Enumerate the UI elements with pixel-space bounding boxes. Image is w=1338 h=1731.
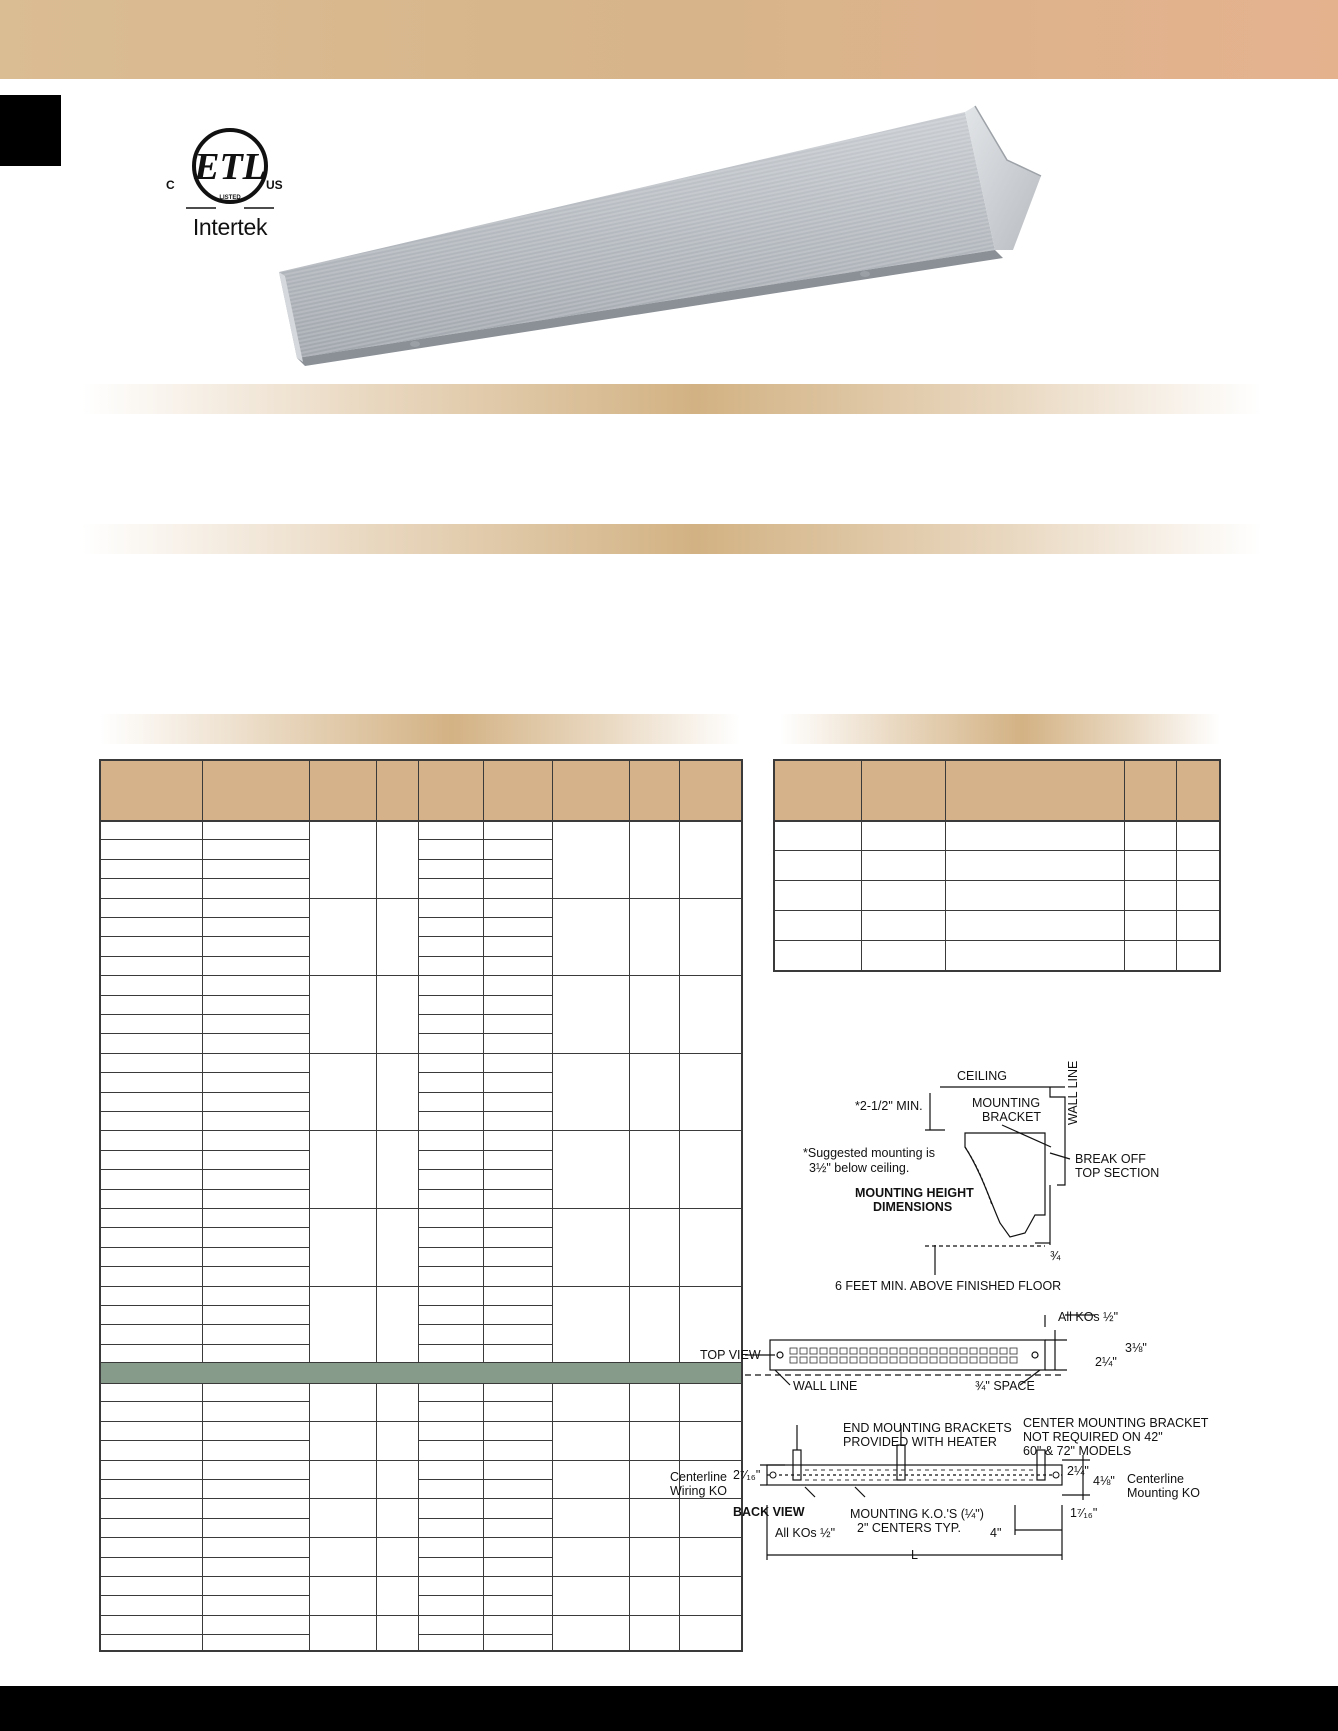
table-group-line (101, 1498, 741, 1499)
country-c: C (166, 178, 175, 192)
table-row-line (101, 859, 202, 860)
table-row-line (418, 1247, 483, 1248)
table-row-line (483, 1634, 552, 1635)
wall-line-vertical-label: WALL LINE (1066, 1060, 1080, 1125)
listed-text: LISTED (219, 195, 241, 201)
table-row-line (101, 1557, 202, 1558)
back-view-dim-right-top: 2¼" (1067, 1464, 1089, 1478)
dimensions-row-line (775, 880, 1219, 881)
table-row-line (483, 1169, 552, 1170)
bracket-label-1: MOUNTING (972, 1096, 1041, 1110)
min-clearance-label: *2-1/2" MIN. (855, 1099, 923, 1113)
table-row-line (202, 1634, 309, 1635)
table-row-line (101, 936, 202, 937)
section-bar-1 (82, 384, 1262, 414)
table-row-line (101, 1150, 202, 1151)
table-row-line (418, 1557, 483, 1558)
back-view-dim-height: 4⅛" (1093, 1474, 1115, 1488)
table-row-line (418, 1092, 483, 1093)
etl-mark-text: ETL (194, 146, 266, 188)
table-row-line (483, 1595, 552, 1596)
table-row-line (101, 1072, 202, 1073)
back-view-kos-note: All KOs ½" (775, 1526, 836, 1540)
table-row-line (101, 1344, 202, 1345)
table-group-line (101, 1615, 741, 1616)
table-row-line (101, 1247, 202, 1248)
table-column-line (202, 761, 203, 1650)
table-row-line (202, 1324, 309, 1325)
table-row-line (202, 1518, 309, 1519)
table-row-line (483, 917, 552, 918)
table-row-line (101, 1169, 202, 1170)
table-column-line (679, 761, 680, 1650)
table-row-line (101, 995, 202, 996)
table-row-line (202, 859, 309, 860)
table-group-line (101, 1286, 741, 1287)
etl-certification-logo (166, 122, 290, 242)
table-row-line (483, 1033, 552, 1034)
table-row-line (483, 1518, 552, 1519)
table-row-line (418, 1169, 483, 1170)
header-band (0, 0, 1338, 79)
table-row-line (101, 1305, 202, 1306)
break-off-label-1: BREAK OFF (1075, 1152, 1146, 1166)
table-row-line (101, 1324, 202, 1325)
table-row-line (202, 1033, 309, 1034)
table-column-line (483, 761, 484, 1650)
table-row-line (418, 1324, 483, 1325)
center-bracket-label-3: 60" & 72" MODELS (1023, 1444, 1132, 1458)
table-row-line (483, 1344, 552, 1345)
table-row-line (418, 1440, 483, 1441)
table-group-line (101, 1208, 741, 1209)
dimensions-column-line (945, 761, 946, 970)
table-row-line (483, 839, 552, 840)
top-view-kos-note: All KOs ½" (1058, 1310, 1119, 1324)
table-row-line (202, 839, 309, 840)
table-row-line (483, 1479, 552, 1480)
dimensions-table (773, 759, 1221, 972)
table-row-line (483, 936, 552, 937)
etl-listed-mark-icon (166, 122, 290, 217)
gap-label: ¾ (1050, 1249, 1061, 1263)
table-row-line (202, 1150, 309, 1151)
specifications-table-divider (101, 1362, 741, 1384)
table-row-line (483, 956, 552, 957)
table-row-line (418, 1266, 483, 1267)
table-group-line (101, 898, 741, 899)
table-row-line (101, 1092, 202, 1093)
section-bar-specs (100, 714, 740, 744)
floor-note: 6 FEET MIN. ABOVE FINISHED FLOOR (835, 1279, 1062, 1293)
table-row-line (418, 1033, 483, 1034)
section-tab (0, 95, 61, 166)
table-row-line (202, 1227, 309, 1228)
table-group-line (101, 1421, 741, 1422)
table-row-line (101, 1518, 202, 1519)
table-row-line (418, 1072, 483, 1073)
table-row-line (483, 1324, 552, 1325)
table-group-line (101, 1460, 741, 1461)
end-brackets-label-2: PROVIDED WITH HEATER (843, 1435, 997, 1449)
table-row-line (101, 1189, 202, 1190)
table-row-line (483, 1440, 552, 1441)
end-brackets-label-1: END MOUNTING BRACKETS (843, 1421, 1012, 1435)
table-row-line (101, 878, 202, 879)
break-off-label-2: TOP SECTION (1075, 1166, 1160, 1180)
table-row-line (483, 1072, 552, 1073)
suggested-mounting-1: *Suggested mounting is (803, 1146, 936, 1160)
table-row-line (101, 1111, 202, 1112)
table-row-line (202, 1189, 309, 1190)
dimensions-row-line (775, 910, 1219, 911)
table-group-line (101, 1576, 741, 1577)
table-column-line (552, 761, 553, 1650)
country-us: US (266, 178, 283, 192)
table-row-line (202, 1247, 309, 1248)
table-row-line (418, 1189, 483, 1190)
mounting-diagram (670, 1060, 1265, 1585)
table-row-line (202, 1092, 309, 1093)
dimensions-column-line (861, 761, 862, 970)
table-row-line (418, 936, 483, 937)
mounting-ko-label-1: Centerline (1127, 1472, 1184, 1486)
table-row-line (483, 859, 552, 860)
table-row-line (202, 1595, 309, 1596)
table-row-line (483, 1014, 552, 1015)
table-row-line (202, 1072, 309, 1073)
table-row-line (418, 1595, 483, 1596)
table-row-line (483, 1189, 552, 1190)
table-row-line (101, 1266, 202, 1267)
table-group-line (101, 1130, 741, 1131)
table-row-line (202, 936, 309, 937)
table-row-line (483, 995, 552, 996)
table-row-line (202, 1401, 309, 1402)
table-row-line (202, 1479, 309, 1480)
table-row-line (418, 1518, 483, 1519)
table-row-line (483, 1150, 552, 1151)
bracket-label-2: BRACKET (982, 1110, 1042, 1124)
mounting-height-title-2: DIMENSIONS (873, 1200, 953, 1214)
back-view-dim-left: 2⁷⁄₁₆" (733, 1468, 761, 1482)
table-row-line (202, 1014, 309, 1015)
table-row-line (483, 1401, 552, 1402)
table-row-line (483, 1247, 552, 1248)
dimensions-table-header (775, 761, 1219, 822)
table-row-line (101, 1227, 202, 1228)
table-row-line (483, 1092, 552, 1093)
table-column-line (376, 761, 377, 1650)
top-view-label: TOP VIEW (700, 1348, 761, 1362)
table-row-line (483, 1111, 552, 1112)
suggested-mounting-2: 3½" below ceiling. (809, 1161, 910, 1175)
top-view-space: ¾" SPACE (975, 1379, 1035, 1393)
table-row-line (483, 1227, 552, 1228)
section-bar-dimensions (780, 714, 1220, 744)
table-row-line (202, 1169, 309, 1170)
dimensions-row-line (775, 940, 1219, 941)
table-row-line (418, 1305, 483, 1306)
table-row-line (101, 1033, 202, 1034)
intertek-brand: Intertek (192, 214, 268, 240)
table-row-line (483, 1266, 552, 1267)
back-view-length-label: L (911, 1548, 918, 1562)
table-row-line (202, 995, 309, 996)
table-row-line (202, 1305, 309, 1306)
table-row-line (418, 859, 483, 860)
section-bar-2 (82, 524, 1262, 554)
table-row-line (202, 917, 309, 918)
table-row-line (202, 1344, 309, 1345)
mounting-kos-label-2: 2" CENTERS TYP. (857, 1521, 962, 1535)
table-row-line (202, 1266, 309, 1267)
table-row-line (483, 1305, 552, 1306)
dimensions-column-line (1124, 761, 1125, 970)
table-row-line (101, 1014, 202, 1015)
table-group-line (101, 1053, 741, 1054)
table-row-line (418, 956, 483, 957)
footer-band (0, 1686, 1338, 1731)
specifications-table (99, 759, 743, 1652)
table-group-line (101, 975, 741, 976)
table-row-line (418, 1150, 483, 1151)
table-row-line (418, 917, 483, 918)
table-row-line (202, 1557, 309, 1558)
table-column-line (418, 761, 419, 1650)
top-view-depth-bottom: 2¼" (1095, 1355, 1117, 1369)
table-row-line (418, 839, 483, 840)
table-row-line (202, 1440, 309, 1441)
wiring-ko-label-2: Wiring KO (670, 1484, 727, 1498)
top-view-wall-line: WALL LINE (793, 1379, 858, 1393)
back-view-label: BACK VIEW (733, 1505, 805, 1519)
mounting-height-title-1: MOUNTING HEIGHT (855, 1186, 974, 1200)
top-view-depth-top: 3⅛" (1125, 1341, 1147, 1355)
table-column-line (629, 761, 630, 1650)
table-group-line (101, 1537, 741, 1538)
table-row-line (418, 1634, 483, 1635)
table-row-line (418, 1014, 483, 1015)
specifications-table-header (101, 761, 741, 822)
table-row-line (101, 1440, 202, 1441)
back-view-end-dim: 4" (990, 1526, 1002, 1540)
table-row-line (202, 956, 309, 957)
table-row-line (483, 878, 552, 879)
ceiling-label: CEILING (957, 1069, 1008, 1083)
table-row-line (418, 1479, 483, 1480)
wiring-ko-label-1: Centerline (670, 1470, 727, 1484)
table-row-line (101, 1401, 202, 1402)
table-row-line (101, 1479, 202, 1480)
table-row-line (418, 1401, 483, 1402)
table-row-line (101, 839, 202, 840)
table-row-line (418, 878, 483, 879)
table-row-line (101, 917, 202, 918)
dimensions-column-line (1176, 761, 1177, 970)
table-row-line (418, 1227, 483, 1228)
table-row-line (101, 1595, 202, 1596)
center-bracket-label-1: CENTER MOUNTING BRACKET (1023, 1416, 1209, 1430)
table-row-line (101, 1634, 202, 1635)
heater-product-image (275, 100, 1045, 370)
mounting-kos-label-1: MOUNTING K.O.'S (¼") (850, 1507, 984, 1521)
dimensions-row-line (775, 850, 1219, 851)
table-row-line (202, 878, 309, 879)
table-row-line (418, 995, 483, 996)
center-bracket-label-2: NOT REQUIRED ON 42" (1023, 1430, 1163, 1444)
back-view-dim-right-bottom: 1⁷⁄₁₆" (1070, 1506, 1098, 1520)
table-row-line (418, 1111, 483, 1112)
table-row-line (101, 956, 202, 957)
mounting-ko-label-2: Mounting KO (1127, 1486, 1200, 1500)
table-row-line (202, 1111, 309, 1112)
table-column-line (309, 761, 310, 1650)
table-row-line (418, 1344, 483, 1345)
table-row-line (483, 1557, 552, 1558)
